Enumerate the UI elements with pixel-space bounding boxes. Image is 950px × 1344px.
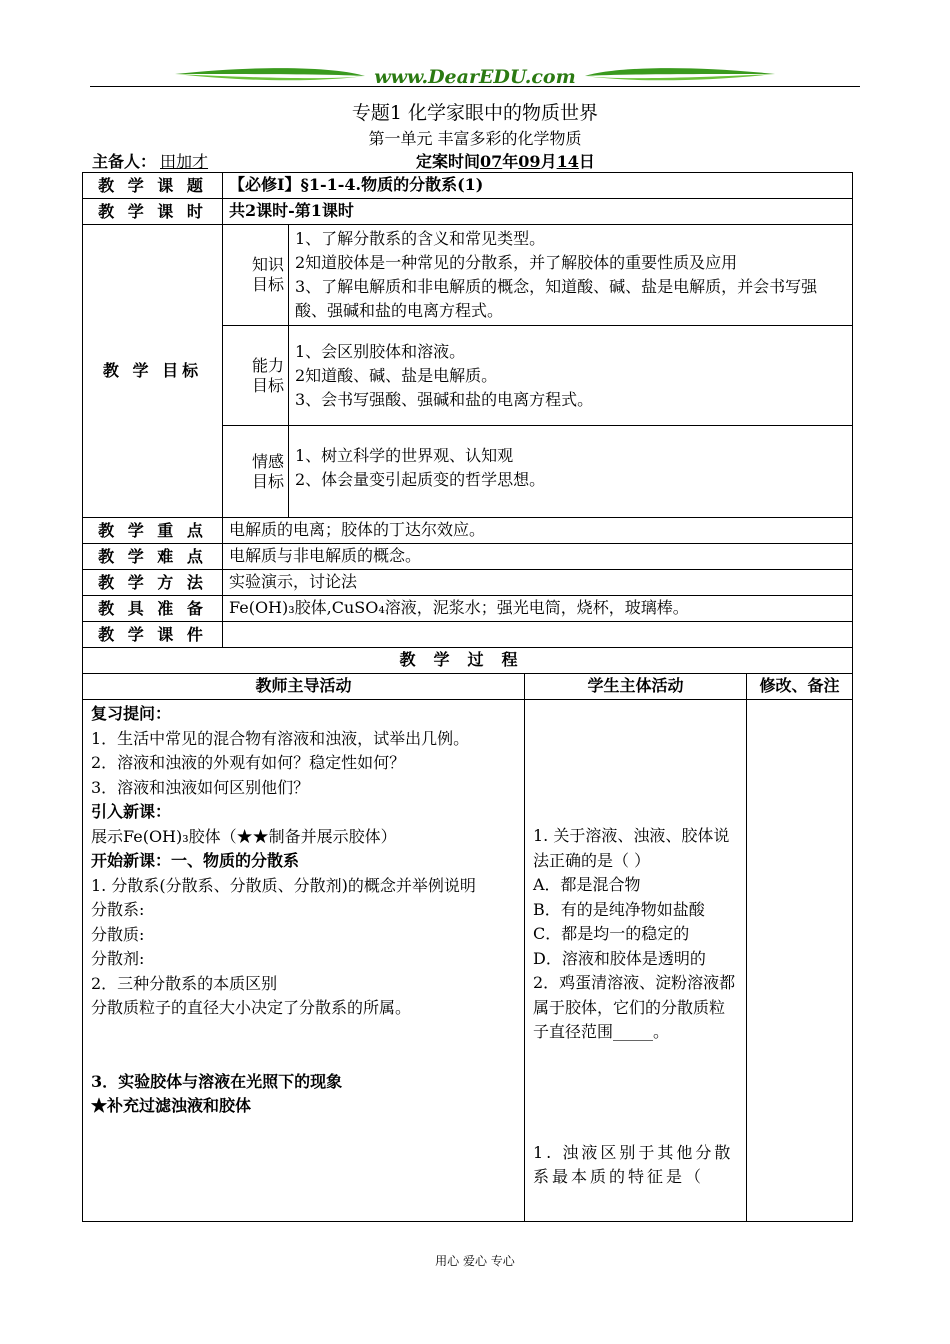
teacher-line: 2．溶液和浊液的外观有如何？稳定性如何？	[91, 753, 406, 772]
teacher-line: 1．生活中常见的混合物有溶液和浊液，试举出几例。	[91, 728, 470, 748]
teacher-line: 引入新课：	[91, 802, 172, 821]
courseware-value	[223, 622, 853, 648]
courseware-label: 教 学 课 件	[83, 622, 223, 648]
preparer-name: 田加才	[160, 152, 209, 171]
page-title: 专题1 化学家眼中的物质世界	[351, 102, 599, 124]
emotion-label: 情感目标	[251, 451, 284, 491]
date-line	[416, 149, 595, 172]
teacher-line: 展示Fe(OH)₃胶体（★★制备并展示胶体）	[91, 826, 397, 846]
tools-value: Fe(OH)₃胶体,CuSO₄溶液，泥浆水；强光电筒，烧杯，玻璃棒。	[223, 596, 853, 622]
date-day: 14	[556, 152, 579, 171]
emotion-label-cell	[223, 426, 289, 518]
ability-item-2: 2知道酸、碱、盐是电解质。	[295, 366, 498, 385]
month-unit: 月	[540, 152, 557, 171]
year-unit: 年	[502, 152, 519, 171]
teacher-line: 分散质粒子的直径大小决定了分散系的所属。	[91, 998, 412, 1017]
knowledge-label-cell	[223, 225, 289, 326]
knowledge-label: 知识目标	[251, 255, 284, 294]
page-subtitle: 第一单元 丰富多彩的化学物质	[368, 129, 582, 148]
student-q1-a: A．都是混合物	[533, 875, 641, 894]
ability-label: 能力目标	[251, 355, 284, 395]
difficulty-label: 教 学 难 点	[83, 544, 223, 570]
teacher-activities	[83, 700, 525, 1222]
teacher-line: 分散剂:	[91, 949, 145, 968]
student-q1: 1. 关于溶液、浊液、胶体说法正确的是（ ）	[533, 826, 730, 870]
hours-label: 教 学 课 时	[83, 199, 223, 225]
notes-cell	[747, 700, 853, 1222]
logo-text: www.DearEDU.com	[374, 66, 576, 88]
teacher-line: 开始新课：一、物质的分散系	[91, 851, 300, 870]
emotion-goals	[289, 426, 853, 518]
knowledge-item-1: 1、了解分散系的含义和常见类型。	[295, 229, 546, 248]
teacher-line: 2．三种分散系的本质区别	[91, 973, 278, 993]
key-value: 电解质的电离；胶体的丁达尔效应。	[223, 518, 853, 544]
hours-value: 共2课时-第1课时	[223, 199, 853, 225]
col-student-header: 学生主体活动	[525, 674, 747, 700]
emotion-item-2: 2、体会量变引起质变的哲学思想。	[295, 470, 546, 489]
lesson-plan-table	[82, 172, 853, 1222]
student-q2: 2．鸡蛋清溶液、淀粉溶液都属于胶体，它们的分散质粒子直径范围_____。	[533, 973, 736, 1041]
date-month: 09	[518, 152, 541, 171]
process-title: 教学过程	[83, 648, 853, 674]
ability-item-1: 1、会区别胶体和溶液。	[295, 342, 466, 361]
teacher-line: 3．溶液和浊液如何区别他们？	[91, 777, 310, 797]
student-q3: 1. 浊液区别于其他分散系最本质的特征是（	[533, 1142, 734, 1186]
teacher-line	[91, 1045, 516, 1070]
header-rule	[90, 86, 860, 87]
method-label: 教 学 方 法	[83, 570, 223, 596]
teacher-line: 1. 分散系(分散系、分散质、分散剂)的概念并举例说明	[91, 875, 476, 895]
student-activities	[525, 700, 747, 1222]
teacher-line: 复习提问：	[91, 704, 172, 723]
key-label: 教 学 重 点	[83, 518, 223, 544]
preparer-line	[92, 149, 218, 172]
preparer-label: 主备人：	[92, 152, 157, 171]
footer-motto: 用心 爱心 专心	[435, 1254, 515, 1268]
student-spacer	[533, 702, 738, 824]
knowledge-goals	[289, 225, 853, 326]
teacher-list	[91, 702, 516, 1119]
teacher-line: 分散质:	[91, 924, 145, 944]
student-q1-c: C．都是均一的稳定的	[533, 924, 690, 943]
knowledge-item-3: 3、了解电解质和非电解质的概念，知道酸、碱、盐是电解质，并会书写强酸、强碱和盐的电离方程式。	[295, 277, 818, 320]
col-notes-header: 修改、备注	[747, 674, 853, 700]
teacher-line: 3．实验胶体与溶液在光照下的现象	[91, 1071, 343, 1091]
student-spacer-2	[533, 1045, 738, 1141]
emotion-item-1: 1、树立科学的世界观、认知观	[295, 446, 514, 465]
tools-label: 教 具 准 备	[83, 596, 223, 622]
student-q1-d: D．溶液和胶体是透明的	[533, 948, 706, 968]
topic-value: 【必修Ⅰ】§1-1-4.物质的分散系(1)	[223, 173, 853, 199]
date-year: 07	[480, 152, 503, 171]
method-value: 实验演示，讨论法	[223, 570, 853, 596]
col-teacher-header: 教师主导活动	[83, 674, 525, 700]
topic-label: 教 学 课 题	[83, 173, 223, 199]
knowledge-item-2: 2知道胶体是一种常见的分散系，并了解胶体的重要性质及应用	[295, 253, 738, 272]
goals-label: 教 学 目标	[83, 225, 223, 518]
date-label: 定案时间	[416, 152, 481, 171]
ability-label-cell	[223, 326, 289, 426]
difficulty-value: 电解质与非电解质的概念。	[223, 544, 853, 570]
day-unit: 日	[578, 152, 595, 171]
ability-item-3: 3、会书写强酸、强碱和盐的电离方程式。	[295, 390, 594, 409]
teacher-line: 分散系:	[91, 900, 145, 919]
teacher-line: ★补充过滤浊液和胶体	[91, 1096, 252, 1115]
ability-goals	[289, 326, 853, 426]
student-q1-b: B．有的是纯净物如盐酸	[533, 899, 705, 919]
teacher-line	[91, 1021, 516, 1046]
